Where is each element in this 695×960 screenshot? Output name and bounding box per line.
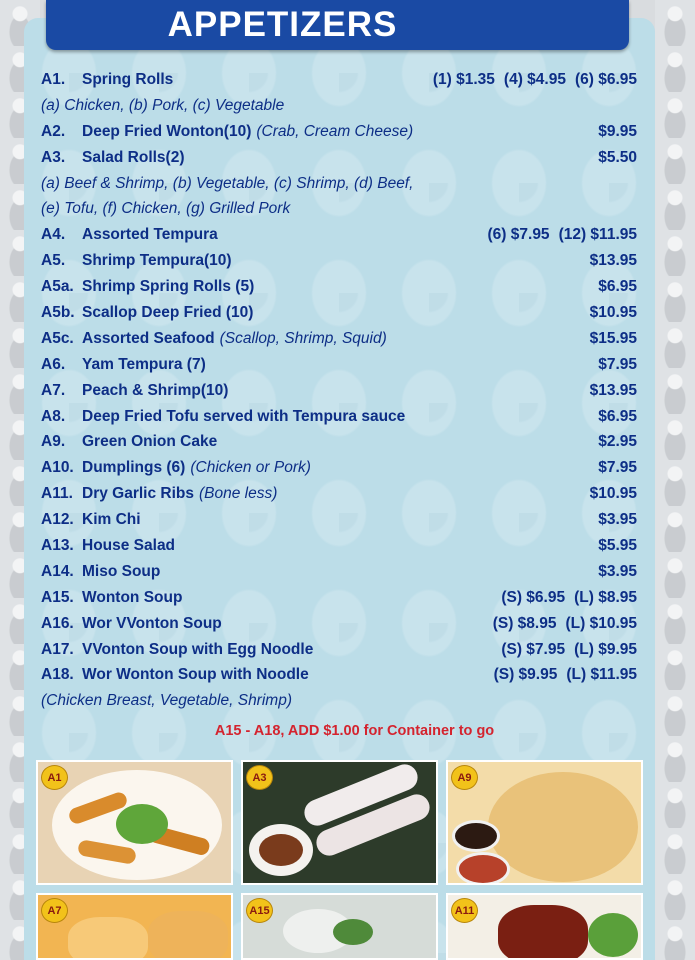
item-prices	[589, 149, 637, 167]
item-price: $5.95	[598, 536, 637, 554]
item-price: $7.95	[598, 355, 637, 373]
item-price: $10.95	[589, 303, 637, 321]
item-code: A8.	[41, 407, 66, 425]
item-name: Spring Rolls	[82, 70, 174, 88]
item-code: A1.	[41, 70, 66, 88]
item-prices	[581, 485, 637, 503]
item-description: (a) Chicken, (b) Pork, (c) Vegetable	[41, 96, 285, 114]
sauce-cup-shape	[456, 852, 510, 885]
menu-item-description	[41, 171, 637, 197]
item-price: (4) $4.95	[503, 70, 566, 88]
photo-badge: A3	[246, 765, 273, 790]
menu-item	[41, 145, 637, 171]
tempura-shape	[68, 917, 148, 960]
item-prices	[492, 641, 637, 659]
item-code: A3.	[41, 148, 66, 166]
item-code: A17.	[41, 640, 74, 658]
menu-item	[41, 611, 637, 637]
item-name: Dumplings (6)	[82, 459, 186, 477]
item-prices	[589, 408, 637, 426]
item-name: Assorted Seafood	[82, 329, 215, 347]
onion-cake-shape	[488, 772, 638, 882]
menu-item	[41, 119, 637, 145]
photo-a11	[446, 893, 643, 960]
menu-item-description	[41, 688, 637, 714]
item-code: A7.	[41, 381, 66, 399]
item-price: $3.95	[598, 511, 637, 529]
item-code: A15.	[41, 588, 74, 606]
item-name: Green Onion Cake	[82, 433, 218, 451]
item-note: (Crab, Cream Cheese)	[256, 122, 414, 140]
item-name: Deep Fried Tofu served with Tempura sauce	[82, 407, 406, 425]
item-code: A16.	[41, 614, 74, 632]
item-prices	[589, 123, 637, 141]
item-code: A9.	[41, 433, 66, 451]
menu-item	[41, 248, 637, 274]
item-price: (12) $11.95	[558, 226, 637, 244]
item-price: $13.95	[589, 381, 637, 399]
menu-item	[41, 326, 637, 352]
menu-item	[41, 481, 637, 507]
item-name: Yam Tempura (7)	[82, 355, 206, 373]
item-code: A2.	[41, 122, 66, 140]
menu-item	[41, 300, 637, 326]
salad-shape	[588, 913, 638, 957]
item-prices	[424, 71, 637, 89]
item-prices	[479, 226, 637, 244]
item-code: A14.	[41, 562, 74, 580]
sauce-shape	[259, 834, 303, 866]
item-name: Salad Rolls(2)	[82, 148, 185, 166]
item-name: Peach & Shrimp(10)	[82, 381, 229, 399]
photo-a7	[36, 893, 233, 960]
item-prices	[581, 304, 637, 322]
item-price: (S) $6.95	[501, 588, 566, 606]
item-code: A11.	[41, 485, 73, 503]
item-code: A12.	[41, 511, 74, 529]
item-price: (S) $7.95	[501, 640, 566, 658]
photo-badge: A11	[451, 898, 478, 923]
item-prices	[485, 666, 637, 684]
item-price: $10.95	[589, 485, 637, 503]
item-name: Miso Soup	[82, 562, 161, 580]
item-prices	[589, 563, 637, 581]
item-name: Scallop Deep Fried (10)	[82, 303, 254, 321]
menu-item	[41, 222, 637, 248]
item-code: A5.	[41, 252, 66, 270]
menu-item	[41, 67, 637, 93]
item-name: Kim Chi	[82, 511, 141, 529]
item-price: $5.50	[598, 148, 637, 166]
photo-a9	[446, 760, 643, 885]
item-code: A18.	[41, 666, 74, 684]
menu-item	[41, 507, 637, 533]
item-price: $2.95	[598, 433, 637, 451]
item-prices	[484, 615, 637, 633]
item-name: VVonton Soup with Egg Noodle	[82, 640, 314, 658]
item-note: (Scallop, Shrimp, Squid)	[219, 329, 387, 347]
lettuce-shape	[116, 804, 168, 844]
ribs-shape	[498, 905, 588, 960]
item-price: $7.95	[598, 459, 637, 477]
page-title: APPETIZERS	[167, 5, 398, 44]
item-prices	[581, 330, 637, 348]
item-prices	[589, 356, 637, 374]
menu-item	[41, 559, 637, 585]
damask-border-right	[655, 0, 695, 960]
item-price: (L) $11.95	[566, 666, 637, 684]
container-notice: A15 - A18, ADD $1.00 for Container to go	[214, 723, 495, 739]
item-code: A6.	[41, 355, 66, 373]
item-name: House Salad	[82, 536, 176, 554]
item-name: Wonton Soup	[82, 588, 183, 606]
item-name: Wor VVonton Soup	[82, 614, 222, 632]
item-code: A4.	[41, 226, 66, 244]
greens-shape	[333, 919, 373, 945]
item-name: Deep Fried Wonton(10)	[82, 122, 252, 140]
item-name: Assorted Tempura	[82, 226, 218, 244]
photo-a1	[36, 760, 233, 885]
item-prices	[492, 589, 637, 607]
item-prices	[589, 278, 637, 296]
item-code: A10.	[41, 459, 74, 477]
item-prices	[581, 252, 637, 270]
item-prices	[581, 382, 637, 400]
item-price: (6) $7.95	[487, 226, 550, 244]
menu-item	[41, 585, 637, 611]
menu-item	[41, 637, 637, 663]
photo-badge: A7	[41, 898, 68, 923]
sauce-cup-shape	[452, 820, 500, 852]
menu-item	[41, 533, 637, 559]
item-description: (Chicken Breast, Vegetable, Shrimp)	[41, 692, 292, 710]
item-prices	[589, 537, 637, 555]
menu-item	[41, 352, 637, 378]
item-price: (S) $8.95	[492, 614, 557, 632]
menu-item-description	[41, 93, 637, 119]
menu-item	[41, 455, 637, 481]
title-banner	[46, 0, 629, 50]
item-description: (a) Beef & Shrimp, (b) Vegetable, (c) Shrimp, (d) Beef,	[41, 174, 414, 192]
photo-a3	[241, 760, 438, 885]
item-note: (Bone less)	[199, 485, 278, 503]
item-price: $15.95	[589, 329, 637, 347]
item-name: Dry Garlic Ribs	[82, 485, 194, 503]
item-price: (L) $9.95	[574, 640, 637, 658]
item-note: (Chicken or Pork)	[190, 459, 311, 477]
menu-item-description	[41, 196, 637, 222]
item-prices	[589, 433, 637, 451]
photo-badge: A9	[451, 765, 478, 790]
item-code: A5c.	[41, 329, 74, 347]
item-price: $6.95	[598, 407, 637, 425]
item-code: A13.	[41, 536, 74, 554]
item-price: (6) $6.95	[574, 70, 637, 88]
menu-item	[41, 404, 637, 430]
item-prices	[589, 511, 637, 529]
item-code: A5b.	[41, 303, 75, 321]
item-description: (e) Tofu, (f) Chicken, (g) Grilled Pork	[41, 200, 291, 218]
item-code: A5a.	[41, 278, 74, 296]
item-price: (L) $8.95	[574, 588, 637, 606]
item-price: $6.95	[598, 278, 637, 296]
item-price: $3.95	[598, 562, 637, 580]
photo-badge: A15	[246, 898, 273, 923]
tempura-shape	[148, 911, 228, 960]
photo-badge: A1	[41, 765, 68, 790]
item-price: $13.95	[589, 252, 637, 270]
item-prices	[589, 459, 637, 477]
item-price: (L) $10.95	[565, 614, 637, 632]
item-price: (1) $1.35	[432, 70, 495, 88]
menu-item	[41, 274, 637, 300]
item-name: Shrimp Tempura(10)	[82, 252, 232, 270]
item-name: Wor Wonton Soup with Noodle	[82, 666, 309, 684]
menu-item	[41, 429, 637, 455]
item-price: $9.95	[598, 122, 637, 140]
item-price: (S) $9.95	[493, 666, 558, 684]
photo-a15	[241, 893, 438, 960]
menu-item	[41, 378, 637, 404]
item-name: Shrimp Spring Rolls (5)	[82, 278, 255, 296]
menu-item	[41, 662, 637, 688]
menu-list	[41, 67, 637, 714]
